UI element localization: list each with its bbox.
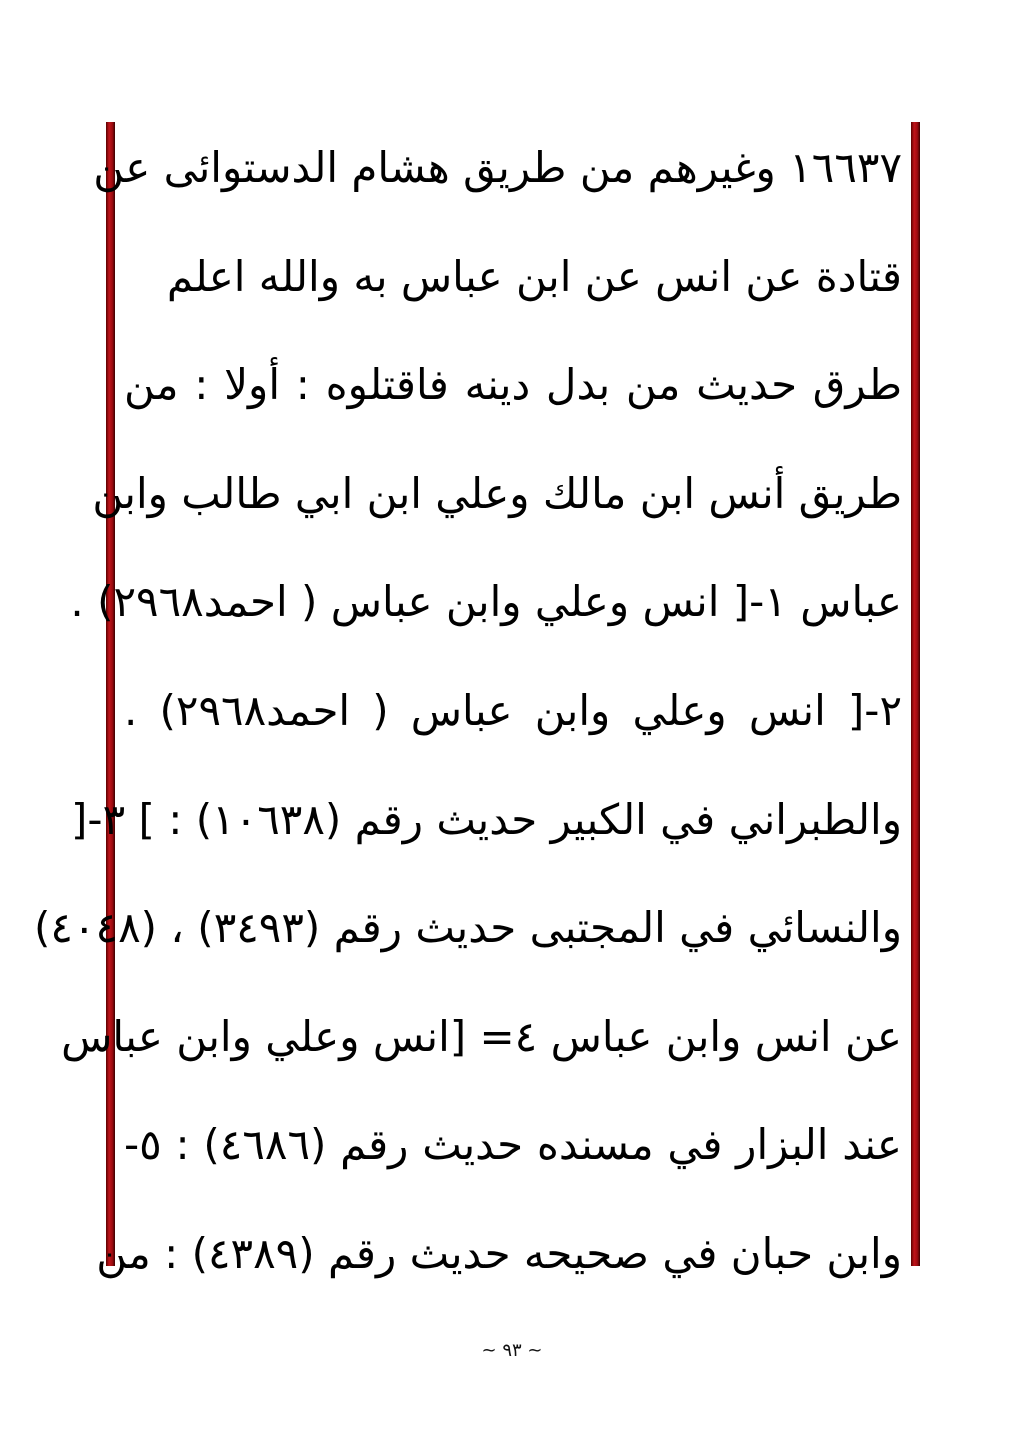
left-border-rule xyxy=(106,122,115,1266)
text-line-1: ١٦٦٣٧ وغيرهم من طريق هشام الدستوائى عن xyxy=(93,143,902,192)
text-line-6: ٢-[ انس وعلي وابن عباس ( احمد٢٩٦٨) . xyxy=(124,685,903,735)
body-text xyxy=(34,122,903,1317)
text-line-8: والنسائي في المجتبى حديث رقم (٣٤٩٣) ، (٤٠٤٨) xyxy=(34,903,902,953)
text-line-3: طرق حديث من بدل دينه فاقتلوه : أولا : من xyxy=(124,360,902,410)
text-line-9: عن انس وابن عباس ٤= [انس وعلي وابن عباس xyxy=(61,1011,902,1061)
text-line-7: والطبراني في الكبير حديث رقم (١٠٦٣٨) : ] ٣-[ xyxy=(71,794,902,844)
text-line-11: وابن حبان في صحيحه حديث رقم (٤٣٨٩) : من xyxy=(96,1228,902,1278)
page-frame xyxy=(34,122,920,1278)
text-line-4: طريق أنس ابن مالك وعلي ابن ابي طالب وابن xyxy=(92,468,902,518)
right-border-rule xyxy=(911,122,920,1266)
text-line-10: عند البزار في مسنده حديث رقم (٤٦٨٦) : ٥- xyxy=(124,1120,902,1170)
text-line-5: عباس ١-[ انس وعلي وابن عباس ( احمد٢٩٦٨) . xyxy=(70,577,902,627)
text-line-2: قتادة عن انس عن ابن عباس به والله اعلم xyxy=(166,251,902,301)
page-number: ~ ٩٣ ~ xyxy=(481,1340,543,1361)
